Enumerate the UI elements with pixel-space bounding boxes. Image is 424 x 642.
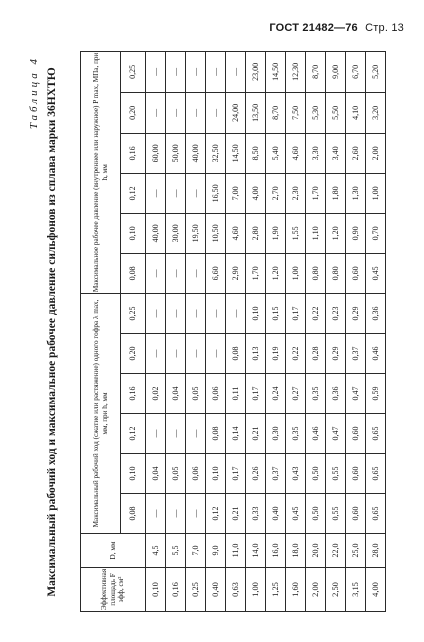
pressure-cell: 24,00 (226, 92, 246, 133)
pressure-cell: — (206, 92, 226, 133)
stroke-cell: — (186, 293, 206, 333)
stroke-h-header: 0,08 (121, 494, 146, 534)
diameter-cell: 28,0 (366, 534, 386, 568)
pressure-cell: 2,30 (286, 173, 306, 213)
stroke-cell: 0,05 (166, 454, 186, 494)
pressure-cell: 16,50 (206, 173, 226, 213)
pressure-cell: 13,50 (246, 92, 266, 133)
pressure-cell: — (186, 173, 206, 213)
pressure-cell: 5,20 (366, 51, 386, 92)
stroke-cell: 0,17 (246, 374, 266, 414)
stroke-cell: 0,06 (186, 454, 206, 494)
stroke-cell: 0,06 (206, 374, 226, 414)
table-row (186, 51, 206, 611)
stroke-cell: 0,11 (226, 374, 246, 414)
stroke-cell: 0,47 (346, 374, 366, 414)
pressure-cell: 12,30 (286, 51, 306, 92)
pressure-cell: 0,80 (326, 253, 346, 293)
stroke-cell: 0,29 (346, 293, 366, 333)
pressure-cell: 2,00 (366, 133, 386, 173)
stroke-cell: 0,50 (306, 494, 326, 534)
pressure-cell: 14,50 (266, 51, 286, 92)
pressure-cell: 6,70 (346, 51, 366, 92)
pressure-cell: 32,50 (206, 133, 226, 173)
table-row (246, 51, 266, 611)
pressure-cell: — (206, 51, 226, 92)
pressure-cell: 8,70 (306, 51, 326, 92)
pressure-cell: 1,00 (286, 253, 306, 293)
area-cell: 4,00 (366, 568, 386, 612)
stroke-cell: — (146, 494, 166, 534)
pressure-cell: 2,90 (226, 253, 246, 293)
pressure-cell: 23,00 (246, 51, 266, 92)
table-row (346, 51, 366, 611)
pressure-cell: 1,30 (346, 173, 366, 213)
area-cell: 3,15 (346, 568, 366, 612)
area-cell: 0,63 (226, 568, 246, 612)
stroke-cell: — (146, 293, 166, 333)
stroke-cell: 0,08 (226, 334, 246, 374)
pressure-cell: 1,55 (286, 213, 306, 253)
stroke-cell: 0,14 (226, 414, 246, 454)
pressure-h-header: 0,08 (121, 253, 146, 293)
pressure-h-header: 0,10 (121, 213, 146, 253)
area-cell: 0,16 (166, 568, 186, 612)
pressure-cell: — (146, 92, 166, 133)
stroke-cell: 0,55 (326, 494, 346, 534)
stroke-cell: 0,37 (266, 454, 286, 494)
stroke-cell: 0,45 (286, 494, 306, 534)
pressure-cell: 19,50 (186, 213, 206, 253)
stroke-cell: — (166, 414, 186, 454)
pressure-cell: 4,10 (346, 92, 366, 133)
stroke-cell: 0,24 (266, 374, 286, 414)
pressure-h-header: 0,16 (121, 133, 146, 173)
pressure-cell: — (166, 253, 186, 293)
pressure-cell: 8,70 (266, 92, 286, 133)
stroke-cell: 0,02 (146, 374, 166, 414)
stroke-cell: 0,28 (306, 334, 326, 374)
diameter-cell: 22,0 (326, 534, 346, 568)
pressure-cell: 3,30 (306, 133, 326, 173)
pressure-cell: — (146, 253, 166, 293)
area-cell: 2,50 (326, 568, 346, 612)
stroke-cell: — (166, 334, 186, 374)
stroke-cell: 0,19 (266, 334, 286, 374)
pressure-cell: — (166, 51, 186, 92)
pressure-cell: 1,20 (266, 253, 286, 293)
table-row (226, 51, 246, 611)
pressure-cell: — (146, 173, 166, 213)
diameter-cell: 20,0 (306, 534, 326, 568)
pressure-cell: 4,00 (246, 173, 266, 213)
page-header (269, 22, 404, 34)
pressure-cell: 7,50 (286, 92, 306, 133)
stroke-cell: 0,55 (326, 454, 346, 494)
pressure-cell: — (226, 51, 246, 92)
pressure-cell: 0,80 (306, 253, 326, 293)
stroke-h-header: 0,16 (121, 374, 146, 414)
stroke-cell: 0,15 (266, 293, 286, 333)
pressure-cell: — (146, 51, 166, 92)
stroke-cell: — (186, 494, 206, 534)
stroke-cell: 0,13 (246, 334, 266, 374)
pressure-cell: 0,70 (366, 213, 386, 253)
stroke-cell: 0,37 (346, 334, 366, 374)
stroke-cell: 0,60 (346, 494, 366, 534)
stroke-cell: 0,12 (206, 494, 226, 534)
stroke-cell: 0,17 (286, 293, 306, 333)
stroke-cell: 0,60 (346, 454, 366, 494)
stroke-cell: — (226, 293, 246, 333)
stroke-cell: 0,36 (366, 293, 386, 333)
pressure-cell: 1,90 (266, 213, 286, 253)
pressure-cell: 60,00 (146, 133, 166, 173)
stroke-cell: — (186, 334, 206, 374)
stroke-cell: — (206, 334, 226, 374)
table-row (286, 51, 306, 611)
pressure-cell: 3,20 (366, 92, 386, 133)
pressure-cell: — (186, 92, 206, 133)
table-row (306, 51, 326, 611)
stroke-cell: 0,23 (326, 293, 346, 333)
stroke-cell: 0,46 (366, 334, 386, 374)
pressure-cell: 10,50 (206, 213, 226, 253)
pressure-h-header: 0,25 (121, 51, 146, 92)
pressure-cell: — (186, 253, 206, 293)
stroke-cell: 0,59 (366, 374, 386, 414)
pressure-cell: 3,40 (326, 133, 346, 173)
table-row (366, 51, 386, 611)
diameter-cell: 7,0 (186, 534, 206, 568)
pressure-cell: 2,60 (346, 133, 366, 173)
pressure-cell: 40,00 (186, 133, 206, 173)
diameter-cell: 4,5 (146, 534, 166, 568)
area-cell: 0,10 (146, 568, 166, 612)
stroke-cell: 0,27 (286, 374, 306, 414)
stroke-cell: 0,08 (206, 414, 226, 454)
pressure-cell: 0,60 (346, 253, 366, 293)
pressure-cell: 4,60 (286, 133, 306, 173)
table-body (146, 51, 386, 611)
stroke-cell: 0,30 (266, 414, 286, 454)
pressure-cell: 2,80 (246, 213, 266, 253)
table-title: Максимальный рабочий ход и максимальное рабочее давление сильфонов из сплава марки 36НХТЮ (46, 67, 58, 597)
table-row (146, 51, 166, 611)
table-row (326, 51, 346, 611)
stroke-h-header: 0,10 (121, 454, 146, 494)
pressure-cell: 6,60 (206, 253, 226, 293)
pressure-cell: 1,10 (306, 213, 326, 253)
stroke-cell: — (166, 494, 186, 534)
pressure-h-header: 0,12 (121, 173, 146, 213)
pressure-cell: 14,50 (226, 133, 246, 173)
stroke-group-header: Максимальный рабочий ход (сжатие или растяжение) одного гофра λ max, мм, при h, мм (81, 293, 121, 533)
stroke-cell: 0,22 (306, 293, 326, 333)
pressure-cell: 7,00 (226, 173, 246, 213)
h-values-row (121, 51, 146, 611)
pressure-cell: — (186, 51, 206, 92)
diameter-cell: 5,5 (166, 534, 186, 568)
pressure-group-header: Максимальное рабочее давление (внутреннее или наружное) P max, МПа, при h, мм (81, 51, 121, 293)
stroke-cell: 0,05 (186, 374, 206, 414)
area-cell: 1,60 (286, 568, 306, 612)
stroke-cell: 0,04 (166, 374, 186, 414)
pressure-cell: 30,00 (166, 213, 186, 253)
pressure-cell: 1,20 (326, 213, 346, 253)
data-table (80, 51, 386, 612)
pressure-cell: 8,50 (246, 133, 266, 173)
pressure-cell: 9,00 (326, 51, 346, 92)
pressure-cell: 0,90 (346, 213, 366, 253)
pressure-cell: 1,70 (306, 173, 326, 213)
table-label: Таблица 4 (28, 56, 40, 130)
pressure-cell: 0,45 (366, 253, 386, 293)
stroke-cell: 0,50 (306, 454, 326, 494)
pressure-cell: — (166, 92, 186, 133)
stroke-cell: 0,35 (286, 414, 306, 454)
area-cell: 0,40 (206, 568, 226, 612)
stroke-cell: 0,47 (326, 414, 346, 454)
area-header: Эффективная площадь F эфф, см² (81, 568, 146, 612)
stroke-cell: 0,40 (266, 494, 286, 534)
stroke-cell: 0,21 (226, 494, 246, 534)
pressure-h-header: 0,20 (121, 92, 146, 133)
stroke-cell: 0,21 (246, 414, 266, 454)
pressure-cell: 5,40 (266, 133, 286, 173)
pressure-cell: 4,60 (226, 213, 246, 253)
stroke-cell: 0,36 (326, 374, 346, 414)
stroke-cell: — (166, 293, 186, 333)
standard-number: ГОСТ 21482—76 (269, 22, 358, 34)
pressure-cell: 1,70 (246, 253, 266, 293)
diameter-cell: 11,0 (226, 534, 246, 568)
pressure-cell: 1,00 (366, 173, 386, 213)
stroke-h-header: 0,12 (121, 414, 146, 454)
stroke-cell: 0,43 (286, 454, 306, 494)
diameter-cell: 18,0 (286, 534, 306, 568)
stroke-cell: 0,04 (146, 454, 166, 494)
stroke-cell: 0,65 (366, 494, 386, 534)
stroke-cell: 0,60 (346, 414, 366, 454)
pressure-cell: — (166, 173, 186, 213)
pressure-cell: 50,00 (166, 133, 186, 173)
table-row (266, 51, 286, 611)
stroke-h-header: 0,20 (121, 334, 146, 374)
stroke-cell: 0,33 (246, 494, 266, 534)
area-cell: 2,00 (306, 568, 326, 612)
stroke-cell: 0,46 (306, 414, 326, 454)
stroke-cell: 0,26 (246, 454, 266, 494)
diameter-cell: 14,0 (246, 534, 266, 568)
stroke-cell: 0,10 (246, 293, 266, 333)
stroke-cell: — (206, 293, 226, 333)
stroke-cell: 0,35 (306, 374, 326, 414)
area-cell: 1,00 (246, 568, 266, 612)
table-row (166, 51, 186, 611)
diameter-header: D, мм (81, 534, 146, 568)
stroke-cell: — (146, 334, 166, 374)
table-row (206, 51, 226, 611)
area-cell: 0,25 (186, 568, 206, 612)
stroke-cell: 0,10 (206, 454, 226, 494)
pressure-cell: 40,00 (146, 213, 166, 253)
stroke-cell: 0,29 (326, 334, 346, 374)
stroke-cell: 0,22 (286, 334, 306, 374)
stroke-cell: 0,17 (226, 454, 246, 494)
pressure-cell: 5,30 (306, 92, 326, 133)
pressure-cell: 2,70 (266, 173, 286, 213)
area-cell: 1,25 (266, 568, 286, 612)
page-number: Стр. 13 (365, 22, 404, 34)
pressure-cell: 1,80 (326, 173, 346, 213)
pressure-cell: 5,50 (326, 92, 346, 133)
stroke-cell: — (186, 414, 206, 454)
diameter-cell: 9,0 (206, 534, 226, 568)
stroke-h-header: 0,25 (121, 293, 146, 333)
stroke-cell: 0,65 (366, 454, 386, 494)
rotated-table-block (28, 52, 400, 612)
stroke-cell: — (146, 414, 166, 454)
stroke-cell: 0,65 (366, 414, 386, 454)
diameter-cell: 25,0 (346, 534, 366, 568)
diameter-cell: 16,0 (266, 534, 286, 568)
